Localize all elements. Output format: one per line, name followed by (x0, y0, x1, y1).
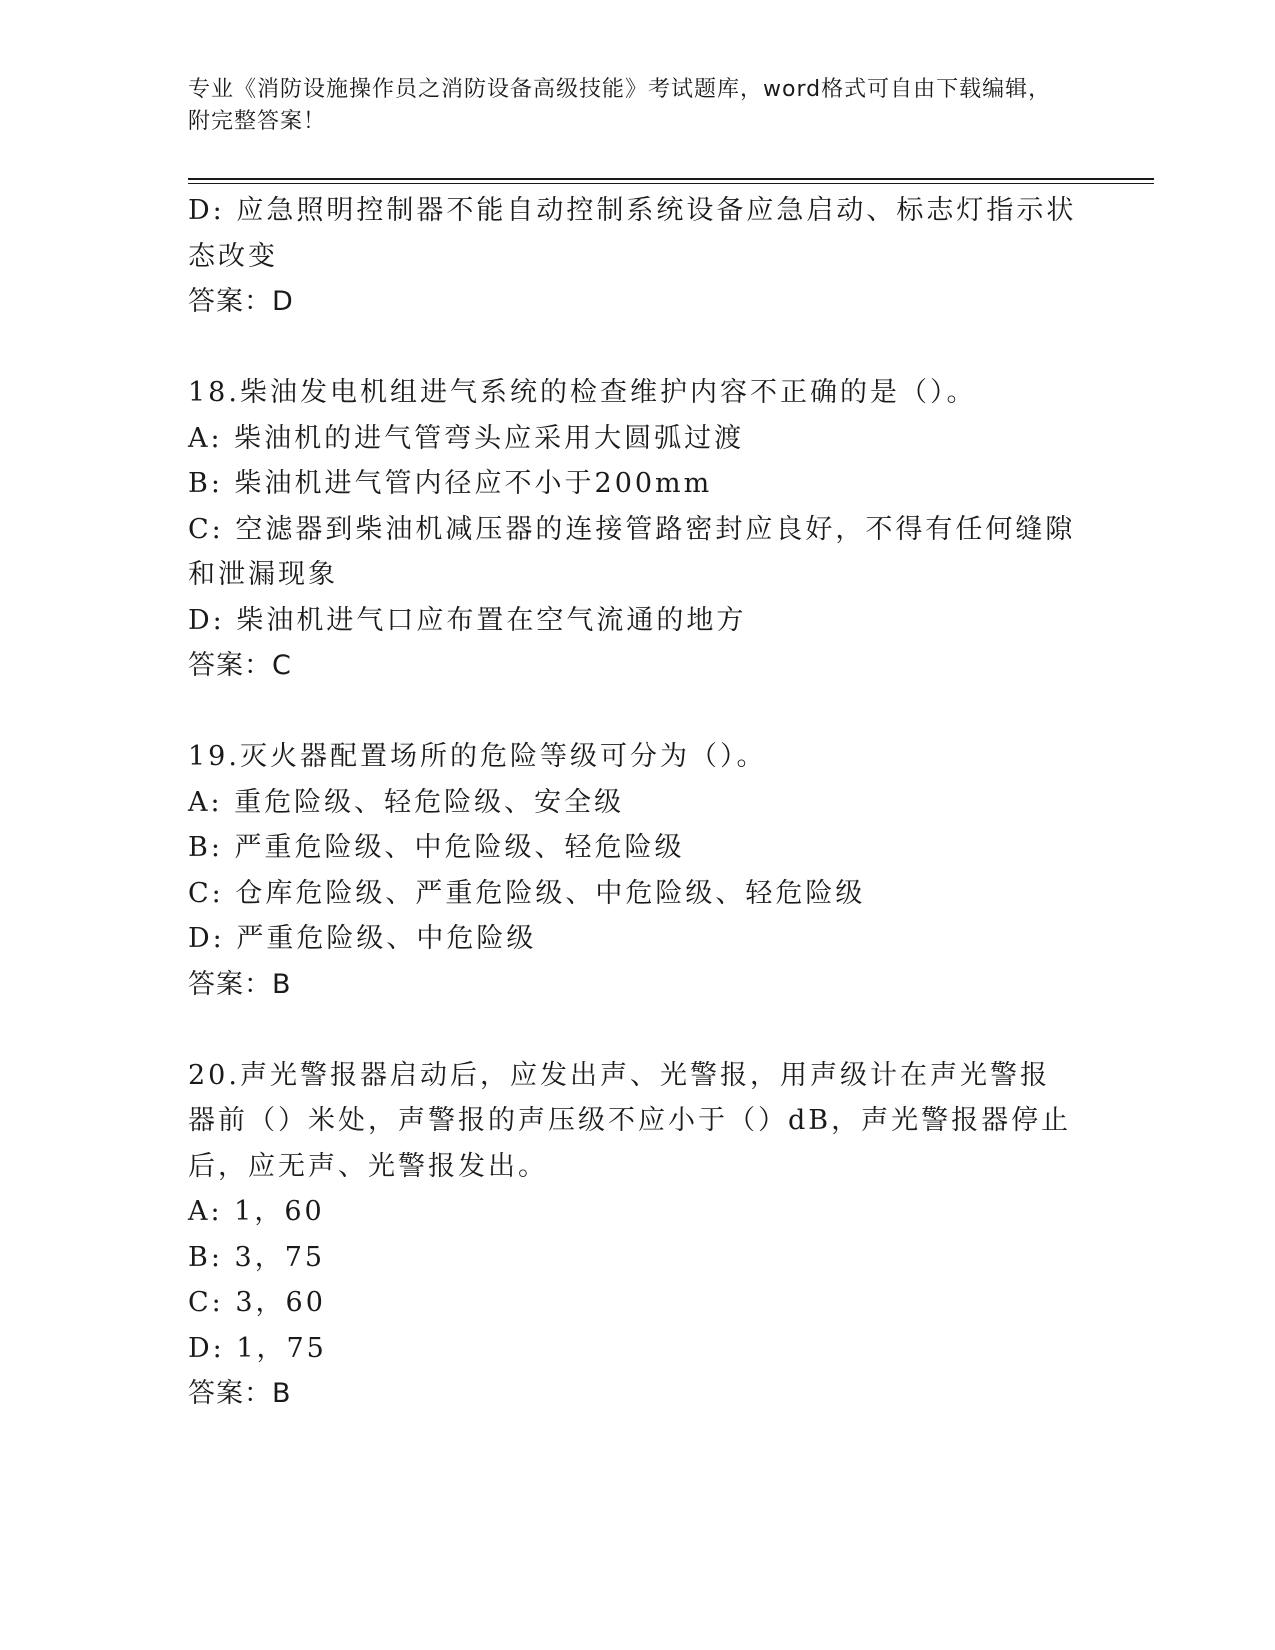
question-list (188, 188, 1078, 1417)
spacer (188, 689, 1078, 735)
question-17-tail (188, 188, 1078, 325)
question-stem: 19.灭火器配置场所的危险等级可分为（）。 (188, 741, 767, 772)
option-a: A: 柴油机的进气管弯头应采用大圆弧过渡 (188, 422, 745, 454)
option-c: C: 空滤器到柴油机减压器的连接管路密封应良好，不得有任何缝隙和泄漏现象 (188, 513, 1076, 590)
answer-line: 答案：B (188, 1378, 292, 1409)
question-19 (188, 734, 1078, 1007)
option-a: A: 重危险级、轻危险级、安全级 (188, 786, 625, 818)
spacer (188, 325, 1078, 371)
answer-line: 答案：D (188, 286, 294, 317)
option-d: D: 1，75 (188, 1332, 327, 1364)
option-b: B: 3，75 (188, 1241, 326, 1273)
option-b: B: 柴油机进气管内径应不小于200mm (188, 468, 713, 499)
option-c: C: 仓库危险级、严重危险级、中危险级、轻危险级 (188, 877, 866, 909)
question-18 (188, 370, 1078, 689)
spacer (188, 1007, 1078, 1053)
option-d: D: 应急照明控制器不能自动控制系统设备应急启动、标志灯指示状态改变 (188, 195, 1077, 272)
question-20 (188, 1053, 1078, 1417)
option-a: A: 1，60 (188, 1196, 325, 1227)
option-c: C: 3，60 (188, 1287, 326, 1318)
answer-line: 答案：C (188, 650, 292, 681)
option-d: D: 严重危险级、中危险级 (188, 923, 537, 954)
option-b: B: 严重危险级、中危险级、轻危险级 (188, 832, 685, 863)
option-d: D: 柴油机进气口应布置在空气流通的地方 (188, 604, 747, 636)
question-stem: 18.柴油发电机组进气系统的检查维护内容不正确的是（）。 (188, 377, 977, 408)
question-stem: 20.声光警报器启动后，应发出声、光警报，用声级计在声光警报器前（）米处，声警报的声压级不应小于（）dB，声光警报器停止后，应无声、光警报发出。 (188, 1059, 1072, 1182)
header-rule-thick (188, 178, 1154, 180)
document-header: 专业《消防设施操作员之消防设备高级技能》考试题库，word格式可自由下载编辑，附完整答案！ (188, 77, 1052, 134)
header-rule-thin (188, 183, 1154, 184)
answer-line: 答案：B (188, 968, 292, 1000)
